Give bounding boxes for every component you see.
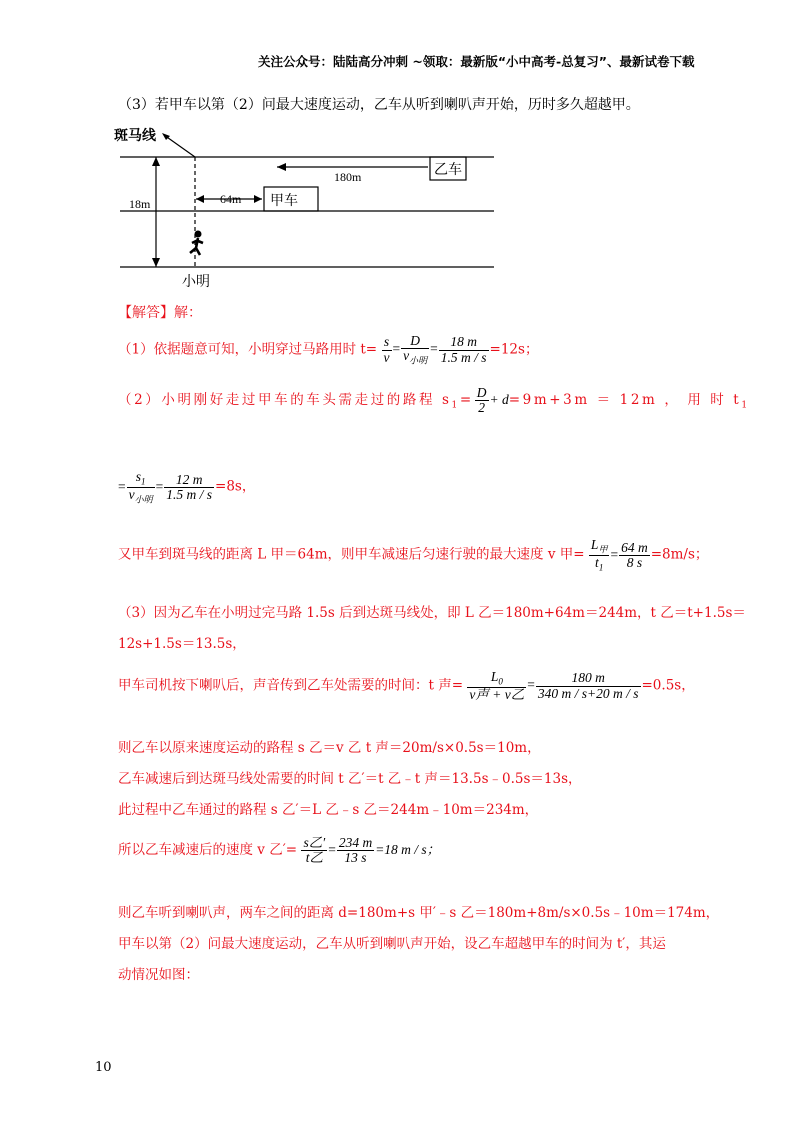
answer-part-3-line2: 12s+1.5s＝13.5s， [118,636,246,652]
answer-line-path-yi: 此过程中乙车通过的路程 s 乙′＝L 乙﹣s 乙＝244m﹣10m＝234m， [118,802,539,818]
arrow-64-head-right [254,195,262,203]
crosswalk-pointer [164,135,195,157]
answer-line-time-yi: 乙车减速后到达斑马线处需要的时间 t 乙′＝t 乙﹣t 声＝13.5s﹣0.5s＝13s， [118,771,582,787]
question-3: （3）若甲车以第（2）问最大速度运动，乙车从听到喇叭声开始，历时多久超越甲。 [118,97,640,113]
page-header: 关注公众号：陆陆高分冲刺 ~领取：最新版“小中高考-总复习”、最新试卷下载 [258,54,695,69]
answer-part-3-line1: （3）因为乙车在小明过完马路 1.5s 后到达斑马线处，即 L 乙＝180m+64m＝244m，t 乙＝t+1.5s＝ [118,605,746,621]
person-label: 小明 [182,274,210,290]
answer-part-1: （1）依据题意可知，小明穿过马路用时 t= $\frac{s}{v}$ = $\frac{D}{v_{小明}}$ = $\frac{18 m}{1.5 m / s}$ =12s； [118,333,539,366]
car-jia-label: 甲车 [270,193,298,209]
answer-line-gap: 则乙车听到喇叭声，两车之间的距离 d=180m+s 甲′﹣s 乙＝180m+8m/s×0.5s﹣10m＝174m， [118,905,720,921]
lane-arrow-head-bottom [152,258,160,267]
answer-line-distance-yi: 则乙车以原来速度运动的路程 s 乙＝v 乙 t 声＝20m/s×0.5s＝10m， [118,740,541,756]
distance-180-label: 180m [334,170,362,184]
answer-part-2c: 又甲车到斑马线的距离 L 甲＝64m，则甲车减速后匀速行驶的最大速度 v 甲= $\frac{L_甲}{t_1}$ = $\frac{64 m}{8 s}$ =8m/s； [118,537,709,573]
answer-part-2b: = $\frac{s_1}{v_{小明}}$ = $\frac{12 m}{1.5 m / s}$ =8s， [118,469,256,505]
crosswalk-label: 斑马线 [114,128,156,144]
answer-tag: 【解答】解： [118,305,202,321]
distance-64-label: 64m [220,192,242,206]
car-yi-label: 乙车 [434,162,462,178]
lane-width-label: 18m [129,197,151,211]
answer-line-motion-1: 甲车以第（2）问最大速度运动，乙车从听到喇叭声开始，设乙车超越甲车的时间为 t′，其运 [118,936,666,952]
answer-line-speed-yi: 所以乙车减速后的速度 v 乙′= $\frac{\text{s乙′}}{\text{t乙}}$ = $\frac{234 m}{13 s}$ =18 m / s； [118,835,441,866]
running-person-icon [190,231,203,256]
arrow-180-head [277,163,286,171]
answer-part-3-sound-time: 甲车司机按下喇叭后，声音传到乙车处需要的时间：t 声= $\frac{L_0}{\text{v声 + v乙}}$ = $\frac{180 m}{340 m / s+20 m / s}$ =0.5s， [118,669,695,703]
answer-line-motion-2: 动情况如图： [118,967,199,983]
answer-part-2: （2）小明刚好走过甲车的车头需走过的路程 $s_1=$ $\frac{D}{2}$ + d=9m+3m ＝ 12m ， 用 时 $t_1$ [118,385,750,416]
road-diagram [112,122,502,292]
page-number: 10 [95,1060,112,1075]
lane-arrow-head-top [152,157,160,166]
arrow-64-head-left [196,195,204,203]
